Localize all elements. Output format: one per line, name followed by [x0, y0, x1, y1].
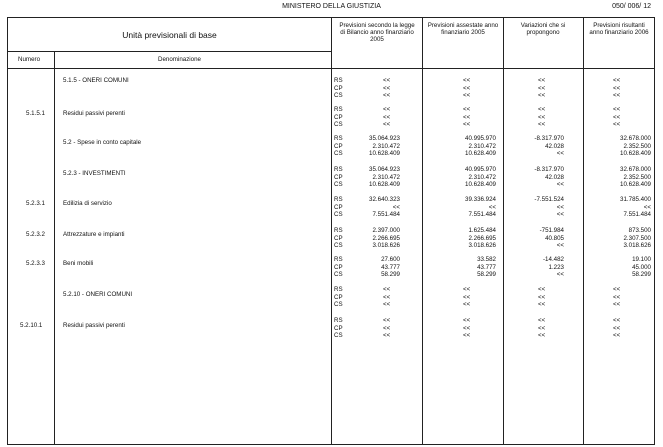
upb-title: Unità previsionali di base: [122, 29, 217, 40]
row-variazioni: << << <<: [538, 77, 546, 99]
divider-numero: [54, 51, 55, 444]
row-numero: 5.2.3.2: [26, 231, 45, 238]
column-header-previsioni: Previsioni secondo la legge di Bilancio anno finanziario 2005: [339, 22, 415, 44]
row-risultanti: 32.678.000 2.352.500 10.628.409: [620, 135, 651, 157]
row-previsioni: << << <<: [383, 77, 391, 99]
row-assestate: << << <<: [463, 317, 471, 339]
row-variazioni: -8.317.970 42.028 <<: [534, 166, 564, 188]
row-numero: 5.2.10.1: [20, 322, 43, 329]
row-denominazione: Edilizia di servizio: [63, 200, 112, 207]
row-assestate: 1.625.484 2.266.695 3.018.626: [468, 227, 496, 249]
divider-after-variazioni: [583, 18, 584, 444]
row-numero: 5.2.3.3: [26, 260, 45, 267]
row-previsioni: << << <<: [383, 317, 391, 339]
row-previsioni: 27.600 43.777 58.299: [381, 256, 400, 278]
row-variazioni: << << <<: [538, 317, 546, 339]
column-header-denominazione: Denominazione: [158, 56, 201, 63]
row-codes: RS CP CS: [334, 77, 343, 99]
divider-after-upb: [331, 18, 332, 444]
row-codes: RS CP CS: [334, 317, 343, 339]
row-risultanti: << << <<: [613, 286, 621, 308]
row-previsioni: << << <<: [383, 106, 391, 128]
row-previsioni: 32.640.323 << 7.551.484: [369, 196, 400, 218]
row-assestate: << << <<: [463, 77, 471, 99]
column-header-variazioni: Variazioni che si propongono: [520, 22, 566, 37]
row-codes: RS CP CS: [334, 135, 343, 157]
row-assestate: 40.995.970 2.310.472 10.628.409: [465, 135, 496, 157]
row-assestate: 33.582 43.777 58.299: [477, 256, 496, 278]
row-denominazione: Attrezzature e impianti: [63, 231, 125, 238]
divider-after-assestate: [503, 18, 504, 444]
row-assestate: << << <<: [463, 286, 471, 308]
row-codes: RS CP CS: [334, 196, 343, 218]
row-codes: RS CP CS: [334, 286, 343, 308]
row-risultanti: << << <<: [613, 77, 621, 99]
row-variazioni: -7.551.524 << <<: [534, 196, 564, 218]
row-previsioni: 35.064.923 2.310.472 10.628.409: [369, 135, 400, 157]
row-assestate: << << <<: [463, 106, 471, 128]
header-rule-bottom: [8, 68, 654, 69]
page-reference: 050/ 006/ 12: [612, 3, 651, 10]
row-numero: 5.1.5.1: [26, 110, 45, 117]
row-variazioni: << << <<: [538, 106, 546, 128]
column-header-assestate: Previsioni assestate anno finanziario 2005: [427, 22, 499, 37]
row-risultanti: 19.100 45.000 58.299: [632, 256, 651, 278]
divider-after-previsioni: [422, 18, 423, 444]
row-numero: 5.2.3.1: [26, 200, 45, 207]
row-assestate: 39.336.924 << 7.551.484: [465, 196, 496, 218]
row-variazioni: -14.482 1.223 <<: [543, 256, 564, 278]
row-risultanti: 32.678.000 2.352.500 10.628.409: [620, 166, 651, 188]
row-denominazione: 5.2.3 - INVESTIMENTI: [63, 170, 126, 177]
header-rule-upb: [8, 51, 331, 52]
column-header-risultanti: Previsioni risultanti anno finanziario 2006: [589, 22, 649, 37]
row-variazioni: -751.984 40.805 <<: [539, 227, 564, 249]
column-header-numero: Numero: [18, 56, 41, 63]
row-risultanti: << << <<: [613, 317, 621, 339]
row-codes: RS CP CS: [334, 166, 343, 188]
row-codes: RS CP CS: [334, 106, 343, 128]
row-assestate: 40.995.970 2.310.472 10.628.409: [465, 166, 496, 188]
row-risultanti: 873.500 2.307.500 3.018.626: [623, 227, 651, 249]
row-codes: RS CP CS: [334, 256, 343, 278]
row-denominazione: 5.2.10 - ONERI COMUNI: [63, 291, 133, 298]
row-previsioni: << << <<: [383, 286, 391, 308]
row-codes: RS CP CS: [334, 227, 343, 249]
row-denominazione: Beni mobili: [63, 260, 94, 267]
row-denominazione: 5.2 - Spese in conto capitale: [63, 139, 142, 146]
row-variazioni: << << <<: [538, 286, 546, 308]
row-previsioni: 35.064.923 2.310.472 10.628.409: [369, 166, 400, 188]
row-variazioni: -8.317.970 42.028 <<: [534, 135, 564, 157]
row-denominazione: Residui passivi perenti: [63, 110, 125, 117]
row-risultanti: 31.785.400 << 7.551.484: [620, 196, 651, 218]
row-denominazione: Residui passivi perenti: [63, 322, 125, 329]
budget-table: [7, 17, 655, 445]
ministry-title: MINISTERO DELLA GIUSTIZIA: [282, 3, 381, 10]
row-risultanti: << << <<: [613, 106, 621, 128]
row-denominazione: 5.1.5 - ONERI COMUNI: [63, 77, 129, 84]
row-previsioni: 2.397.000 2.266.695 3.018.626: [372, 227, 400, 249]
